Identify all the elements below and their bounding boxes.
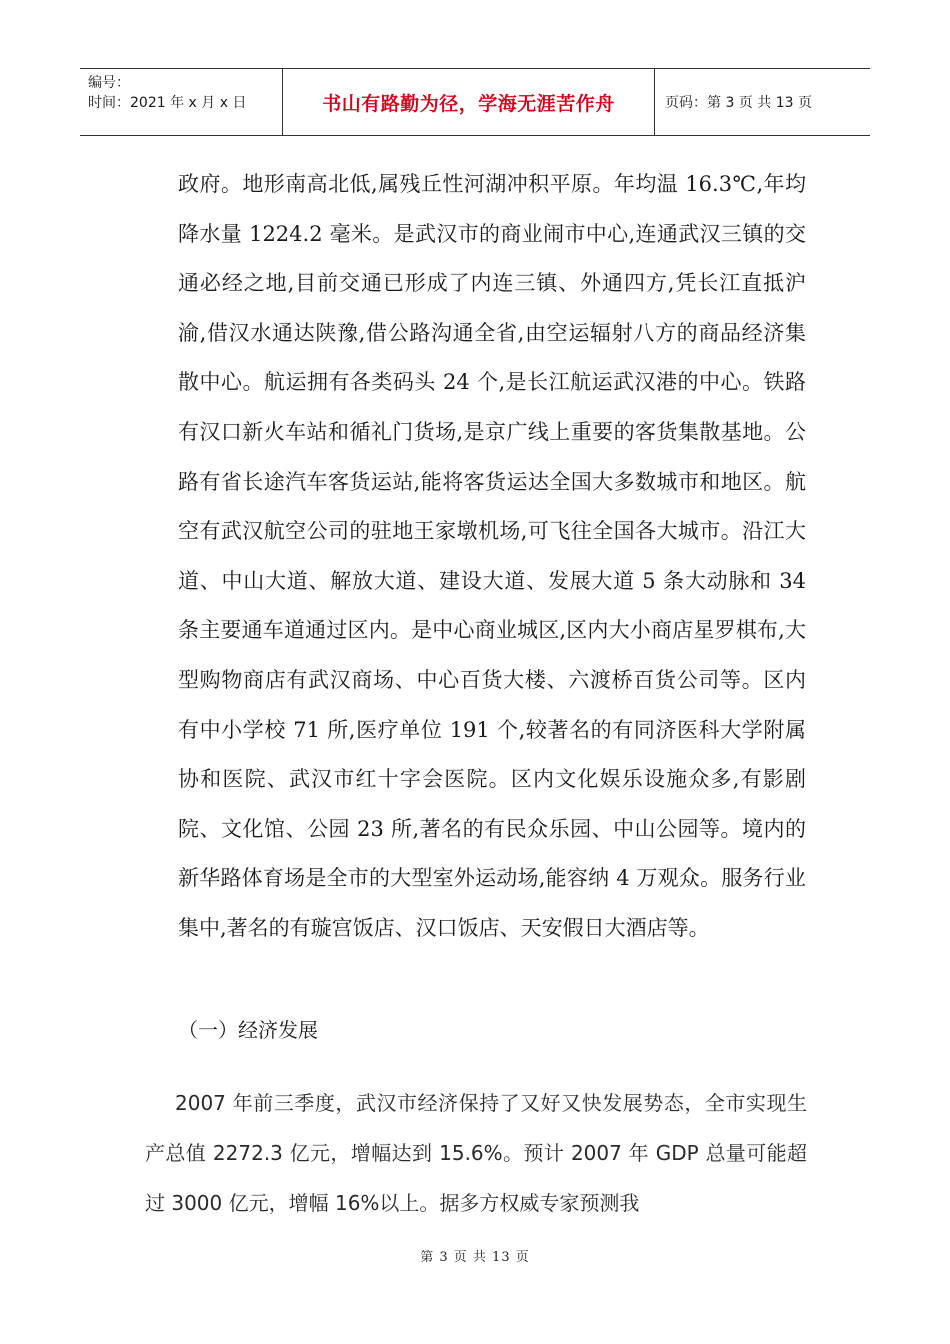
header-date-label: 时间：2021 年 x 月 x 日 [88,95,247,111]
document-header [80,68,870,136]
body-paragraph-2: 2007 年前三季度，武汉市经济保持了又好又快发展势态，全市实现生产总值 2272.3 亿元，增幅达到 15.6%。预计 2007 年 GDP 总量可能超过 3000 亿元，增幅 16%以上。据多方权威专家预测我 [145,1091,807,1215]
section-heading: （一）经济发展 [178,1018,318,1042]
header-motto-cell [283,69,655,135]
economy-text-block [145,1078,807,1228]
header-page-cell [655,69,870,135]
header-number-label: 编号： [88,75,130,91]
header-page-number: 页码：第 3 页 共 13 页 [665,95,812,111]
header-meta-cell [80,69,283,135]
body-text-block [178,160,806,954]
header-motto: 书山有路勤为径，学海无涯苦作舟 [322,92,615,115]
body-paragraph-1: 政府。地形南高北低,属残丘性河湖冲积平原。年均温 16.3℃,年均降水量 1224.2 毫米。是武汉市的商业闹市中心,连通武汉三镇的交通必经之地,目前交通已形成了内连三镇、外通四方,凭长江直抵沪渝,借汉水通达陕豫,借公路沟通全省,由空运辐射八方的商品经济集散中心。航运拥有各类码头 24 个,是长江航运武汉港的中心。铁路有汉口新火车站和循礼门货场,是京广线上重要的客货集散基地。公路有省长途汽车客货运站,能将客货运达全国大多数城市和地区。航空有武汉航空公司的驻地王家墩机场,可飞往全国各大城市。沿江大道、中山大道、解放大道、建设大道、发展大道 5 条大动脉和 34 条主要通车道通过区内。是中心商业城区,区内大小商店星罗棋布,大型购物商店有武汉商场、中心百货大楼、六渡桥百货公司等。区内有中小学校 71 所,医疗单位 191 个,较著名的有同济医科大学附属协和医院、武汉市红十字会医院。区内文化娱乐设施众多,有影剧院、文化馆、公园 23 所,著名的有民众乐园、中山公园等。境内的新华路体育场是全市的大型室外运动场,能容纳 4 万观众。服务行业集中,著名的有璇宫饭店、汉口饭店、天安假日大酒店等。 [178,172,806,940]
page-footer: 第 3 页 共 13 页 [420,1250,530,1265]
